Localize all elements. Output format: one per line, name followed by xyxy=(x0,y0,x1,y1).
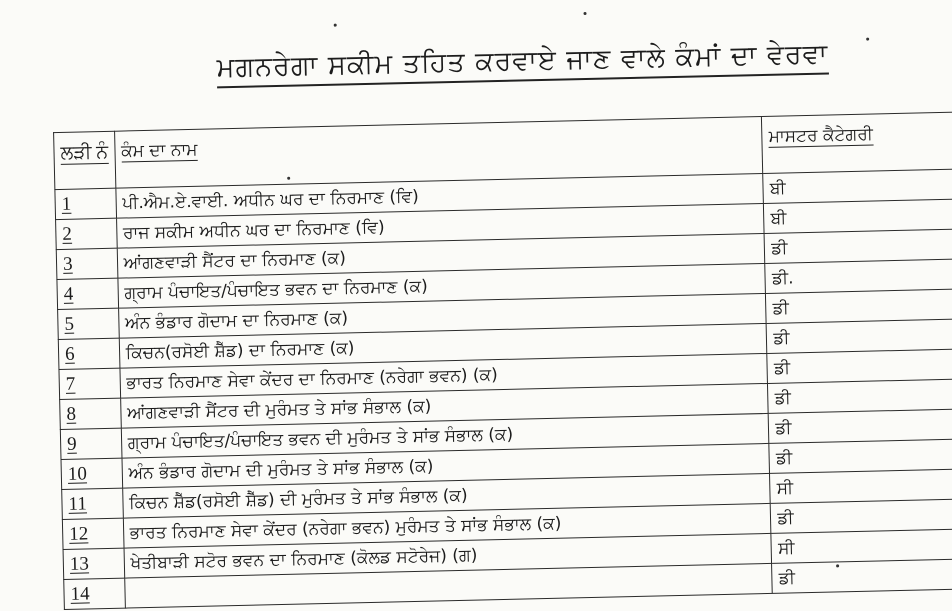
document-title: ਮਗਨਰੇਗਾ ਸਕੀਮ ਤਹਿਤ ਕਰਵਾਏ ਜਾਣ ਵਾਲੇ ਕੰਮਾਂ ਦਾ ਵੇਰਵਾ xyxy=(216,38,828,88)
work-name-cell: ਗ੍ਰਾਮ ਪੰਚਾਇਤ/ਪੰਚਾਇਤ ਭਵਨ ਦਾ ਨਿਰਮਾਣ (ਕ) xyxy=(118,263,766,308)
row-number: 14 xyxy=(70,582,90,605)
work-name-cell: ਆਂਗਣਵਾੜੀ ਸੈਂਟਰ ਦਾ ਨਿਰਮਾਣ (ਕ) xyxy=(117,233,765,278)
category-cell: ਡੀ xyxy=(772,559,952,594)
works-table xyxy=(53,111,952,610)
category-cell: ਸੀ xyxy=(771,529,952,564)
header-work-name: ਕੰਮ ਦਾ ਨਾਮ xyxy=(114,117,763,189)
row-number: 3 xyxy=(62,253,73,275)
header-master-category: ਮਾਸਟਰ ਕੈਟੇਗਰੀ xyxy=(762,112,952,174)
scan-speck xyxy=(836,564,839,567)
work-name-cell: ਰਾਜ ਸਕੀਮ ਅਧੀਨ ਘਰ ਦਾ ਨਿਰਮਾਣ (ਵਿ) xyxy=(116,203,764,248)
row-number: 1 xyxy=(61,193,72,215)
category-cell: ਡੀ. xyxy=(765,259,952,294)
row-number: 10 xyxy=(67,462,88,485)
category-cell: ਡੀ xyxy=(768,379,952,414)
work-name-cell: ਅੰਨ ਭੰਡਾਰ ਗੋਦਾਮ ਦਾ ਨਿਰਮਾਣ (ਕ) xyxy=(118,293,766,338)
scan-speck xyxy=(583,12,586,15)
category-cell: ਡੀ xyxy=(766,319,952,354)
work-name-cell: ਕਿਚਨ ਸ਼ੈੱਡ(ਰਸੋਈ ਸ਼ੈੱਡ) ਦੀ ਮੁਰੰਮਤ ਤੇ ਸਾਂਭ ਸੰਭਾਲ (ਕ) xyxy=(122,473,770,518)
row-number: 13 xyxy=(69,552,90,575)
category-cell: ਡੀ xyxy=(769,409,952,444)
scan-speck xyxy=(287,177,290,180)
category-cell: ਬੀ xyxy=(763,169,952,204)
category-cell: ਡੀ xyxy=(766,289,952,324)
row-number: 7 xyxy=(65,373,76,395)
category-cell: ਡੀ xyxy=(767,349,952,384)
work-name-cell: ਗ੍ਰਾਮ ਪੰਚਾਇਤ/ਪੰਚਾਇਤ ਭਵਨ ਦੀ ਮੁਰੰਮਤ ਤੇ ਸਾਂਭ ਸੰਭਾਲ (ਕ) xyxy=(121,413,769,458)
category-cell: ਡੀ xyxy=(771,499,952,534)
row-number: 9 xyxy=(66,433,77,455)
category-cell: ਬੀ xyxy=(764,199,952,234)
scan-speck xyxy=(866,38,869,41)
work-name-cell: ਭਾਰਤ ਨਿਰਮਾਣ ਸੇਵਾ ਕੇਂਦਰ (ਨਰੇਗਾ ਭਵਨ) ਮੁਰੰਮਤ ਤੇ ਸਾਂਭ ਸੰਭਾਲ (ਕ) xyxy=(123,503,771,548)
category-cell: ਡੀ xyxy=(769,439,952,474)
scan-speck xyxy=(334,24,337,27)
row-number: 2 xyxy=(62,223,73,245)
row-number: 8 xyxy=(66,403,77,425)
category-cell: ਸੀ xyxy=(770,469,952,504)
row-number: 4 xyxy=(63,283,74,305)
row-number: 6 xyxy=(64,343,75,365)
work-name-cell: ਕਿਚਨ(ਰਸੋਈ ਸ਼ੈੱਡ) ਦਾ ਨਿਰਮਾਣ (ਕ) xyxy=(119,323,767,368)
row-number: 12 xyxy=(68,522,89,545)
work-name-cell: ਪੀ.ਐਮ.ਏ.ਵਾਈ. ਅਧੀਨ ਘਰ ਦਾ ਨਿਰਮਾਣ (ਵਿ) xyxy=(115,173,763,218)
work-name-cell: ਭਾਰਤ ਨਿਰਮਾਣ ਸੇਵਾ ਕੇਂਦਰ ਦਾ ਨਿਰਮਾਣ (ਨਰੇਗਾ ਭਵਨ) (ਕ) xyxy=(120,353,768,398)
work-name-cell: ਖੇਤੀਬਾੜੀ ਸਟੋਰ ਭਵਨ ਦਾ ਨਿਰਮਾਣ (ਕੋਲਡ ਸਟੋਰੇਜ) (ਗ) xyxy=(124,533,772,578)
category-cell: ਡੀ xyxy=(764,229,952,264)
work-name-cell: ਅੰਨ ਭੰਡਾਰ ਗੋਦਾਮ ਦੀ ਮੁਰੰਮਤ ਤੇ ਸਾਂਭ ਸੰਭਾਲ (ਕ) xyxy=(122,443,770,488)
row-number: 5 xyxy=(64,313,75,335)
header-serial-number: ਲੜੀ ਨੰ xyxy=(54,131,116,189)
row-number: 11 xyxy=(68,492,88,515)
work-name-cell: ਆਂਗਣਵਾੜੀ ਸੈਂਟਰ ਦੀ ਮੁਰੰਮਤ ਤੇ ਸਾਂਭ ਸੰਭਾਲ (ਕ) xyxy=(120,383,768,428)
